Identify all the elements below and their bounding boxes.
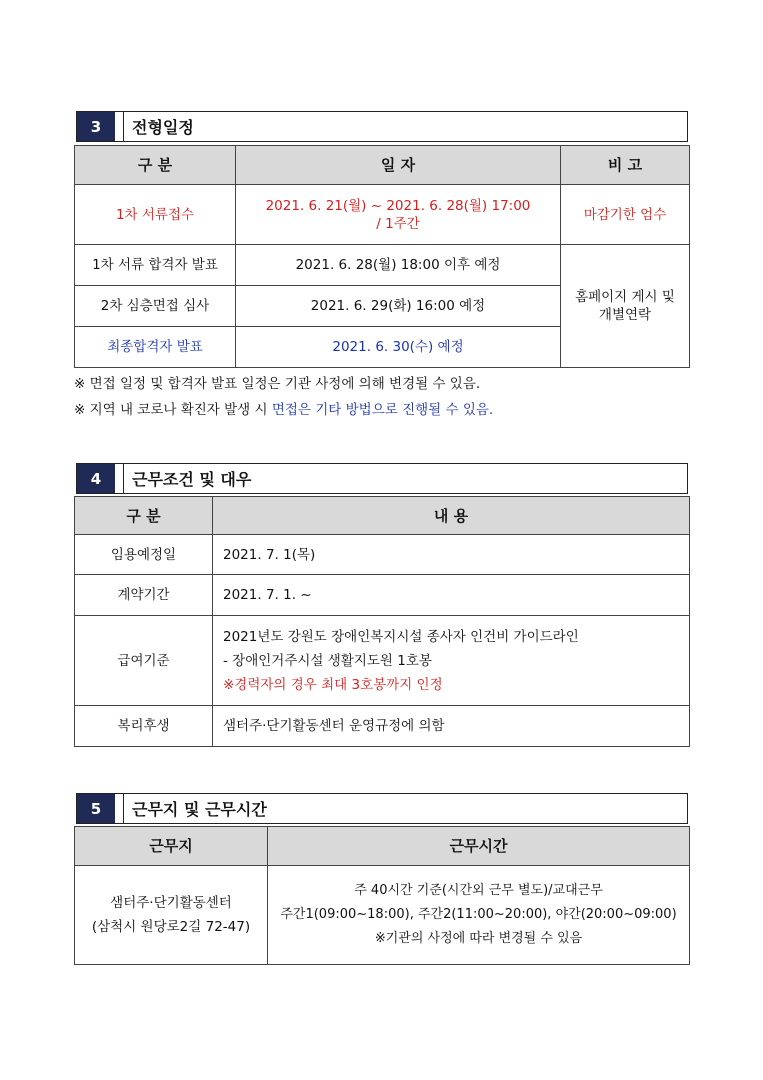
col-header: 구 분 (75, 497, 213, 535)
section-title: 근무지 및 근무시간 (132, 800, 267, 819)
col-header: 일 자 (236, 146, 561, 185)
table-row (75, 185, 690, 245)
footnote: ※ 면접 일정 및 합격자 발표 일정은 기관 사정에 의해 변경될 수 있음. (74, 376, 481, 392)
row-label: 최종합격자 발표 (75, 327, 236, 368)
col-header: 비 고 (561, 146, 690, 185)
section-number: 5 (77, 794, 115, 823)
section-title: 전형일정 (132, 118, 194, 137)
merged-note: 홈페이지 게시 및 개별연락 (561, 245, 690, 368)
row-date: 2021. 6. 28(월) 18:00 이후 예정 (236, 245, 561, 286)
col-header: 근무시간 (268, 827, 690, 866)
table-row (75, 706, 690, 747)
row-content: 2021. 7. 1. ~ (213, 575, 690, 616)
table-row (75, 616, 690, 706)
section-number: 3 (77, 112, 115, 141)
section-number: 4 (77, 464, 115, 493)
row-label: 2차 심층면접 심사 (75, 286, 236, 327)
row-date: 2021. 6. 29(화) 16:00 예정 (236, 286, 561, 327)
section-title: 근무조건 및 대우 (132, 470, 252, 489)
row-label: 복리후생 (75, 706, 213, 747)
row-content: 2021년도 강원도 장애인복지시설 종사자 인건비 가이드라인 - 장애인거주시설 생활지도원 1호봉 ※경력자의 경우 최대 3호봉까지 인정 (213, 616, 690, 706)
row-content: 샘터주·단기활동센터 운영규정에 의함 (213, 706, 690, 747)
row-note: 마감기한 엄수 (561, 185, 690, 245)
row-label: 임용예정일 (75, 535, 213, 575)
col-header: 근무지 (75, 827, 268, 866)
section-3-header (76, 111, 688, 142)
table-row (75, 866, 690, 965)
table-row (75, 575, 690, 616)
section-4-header (76, 463, 688, 494)
section-5-header (76, 793, 688, 824)
hours-cell: 주 40시간 기준(시간외 근무 별도)/교대근무 주간1(09:00~18:00), 주간2(11:00~20:00), 야간(20:00~09:00) ※기관의 사정에 따라 변경될 수 있음 (268, 866, 690, 965)
row-content: 2021. 7. 1(목) (213, 535, 690, 575)
row-label: 1차 서류 합격자 발표 (75, 245, 236, 286)
col-header: 구 분 (75, 146, 236, 185)
conditions-table (74, 496, 690, 747)
table-row (75, 245, 690, 286)
workplace-table (74, 826, 690, 965)
row-label: 1차 서류접수 (75, 185, 236, 245)
row-label: 급여기준 (75, 616, 213, 706)
col-header: 내 용 (213, 497, 690, 535)
workplace-cell: 샘터주·단기활동센터 (삼척시 원당로2길 72-47) (75, 866, 268, 965)
schedule-table (74, 145, 690, 368)
row-date: 2021. 6. 30(수) 예정 (236, 327, 561, 368)
table-row (75, 535, 690, 575)
row-date: 2021. 6. 21(월) ~ 2021. 6. 28(월) 17:00 / 1주간 (236, 185, 561, 245)
footnote: ※ 지역 내 코로나 확진자 발생 시 면접은 기타 방법으로 진행될 수 있음. (74, 402, 494, 418)
row-label: 계약기간 (75, 575, 213, 616)
